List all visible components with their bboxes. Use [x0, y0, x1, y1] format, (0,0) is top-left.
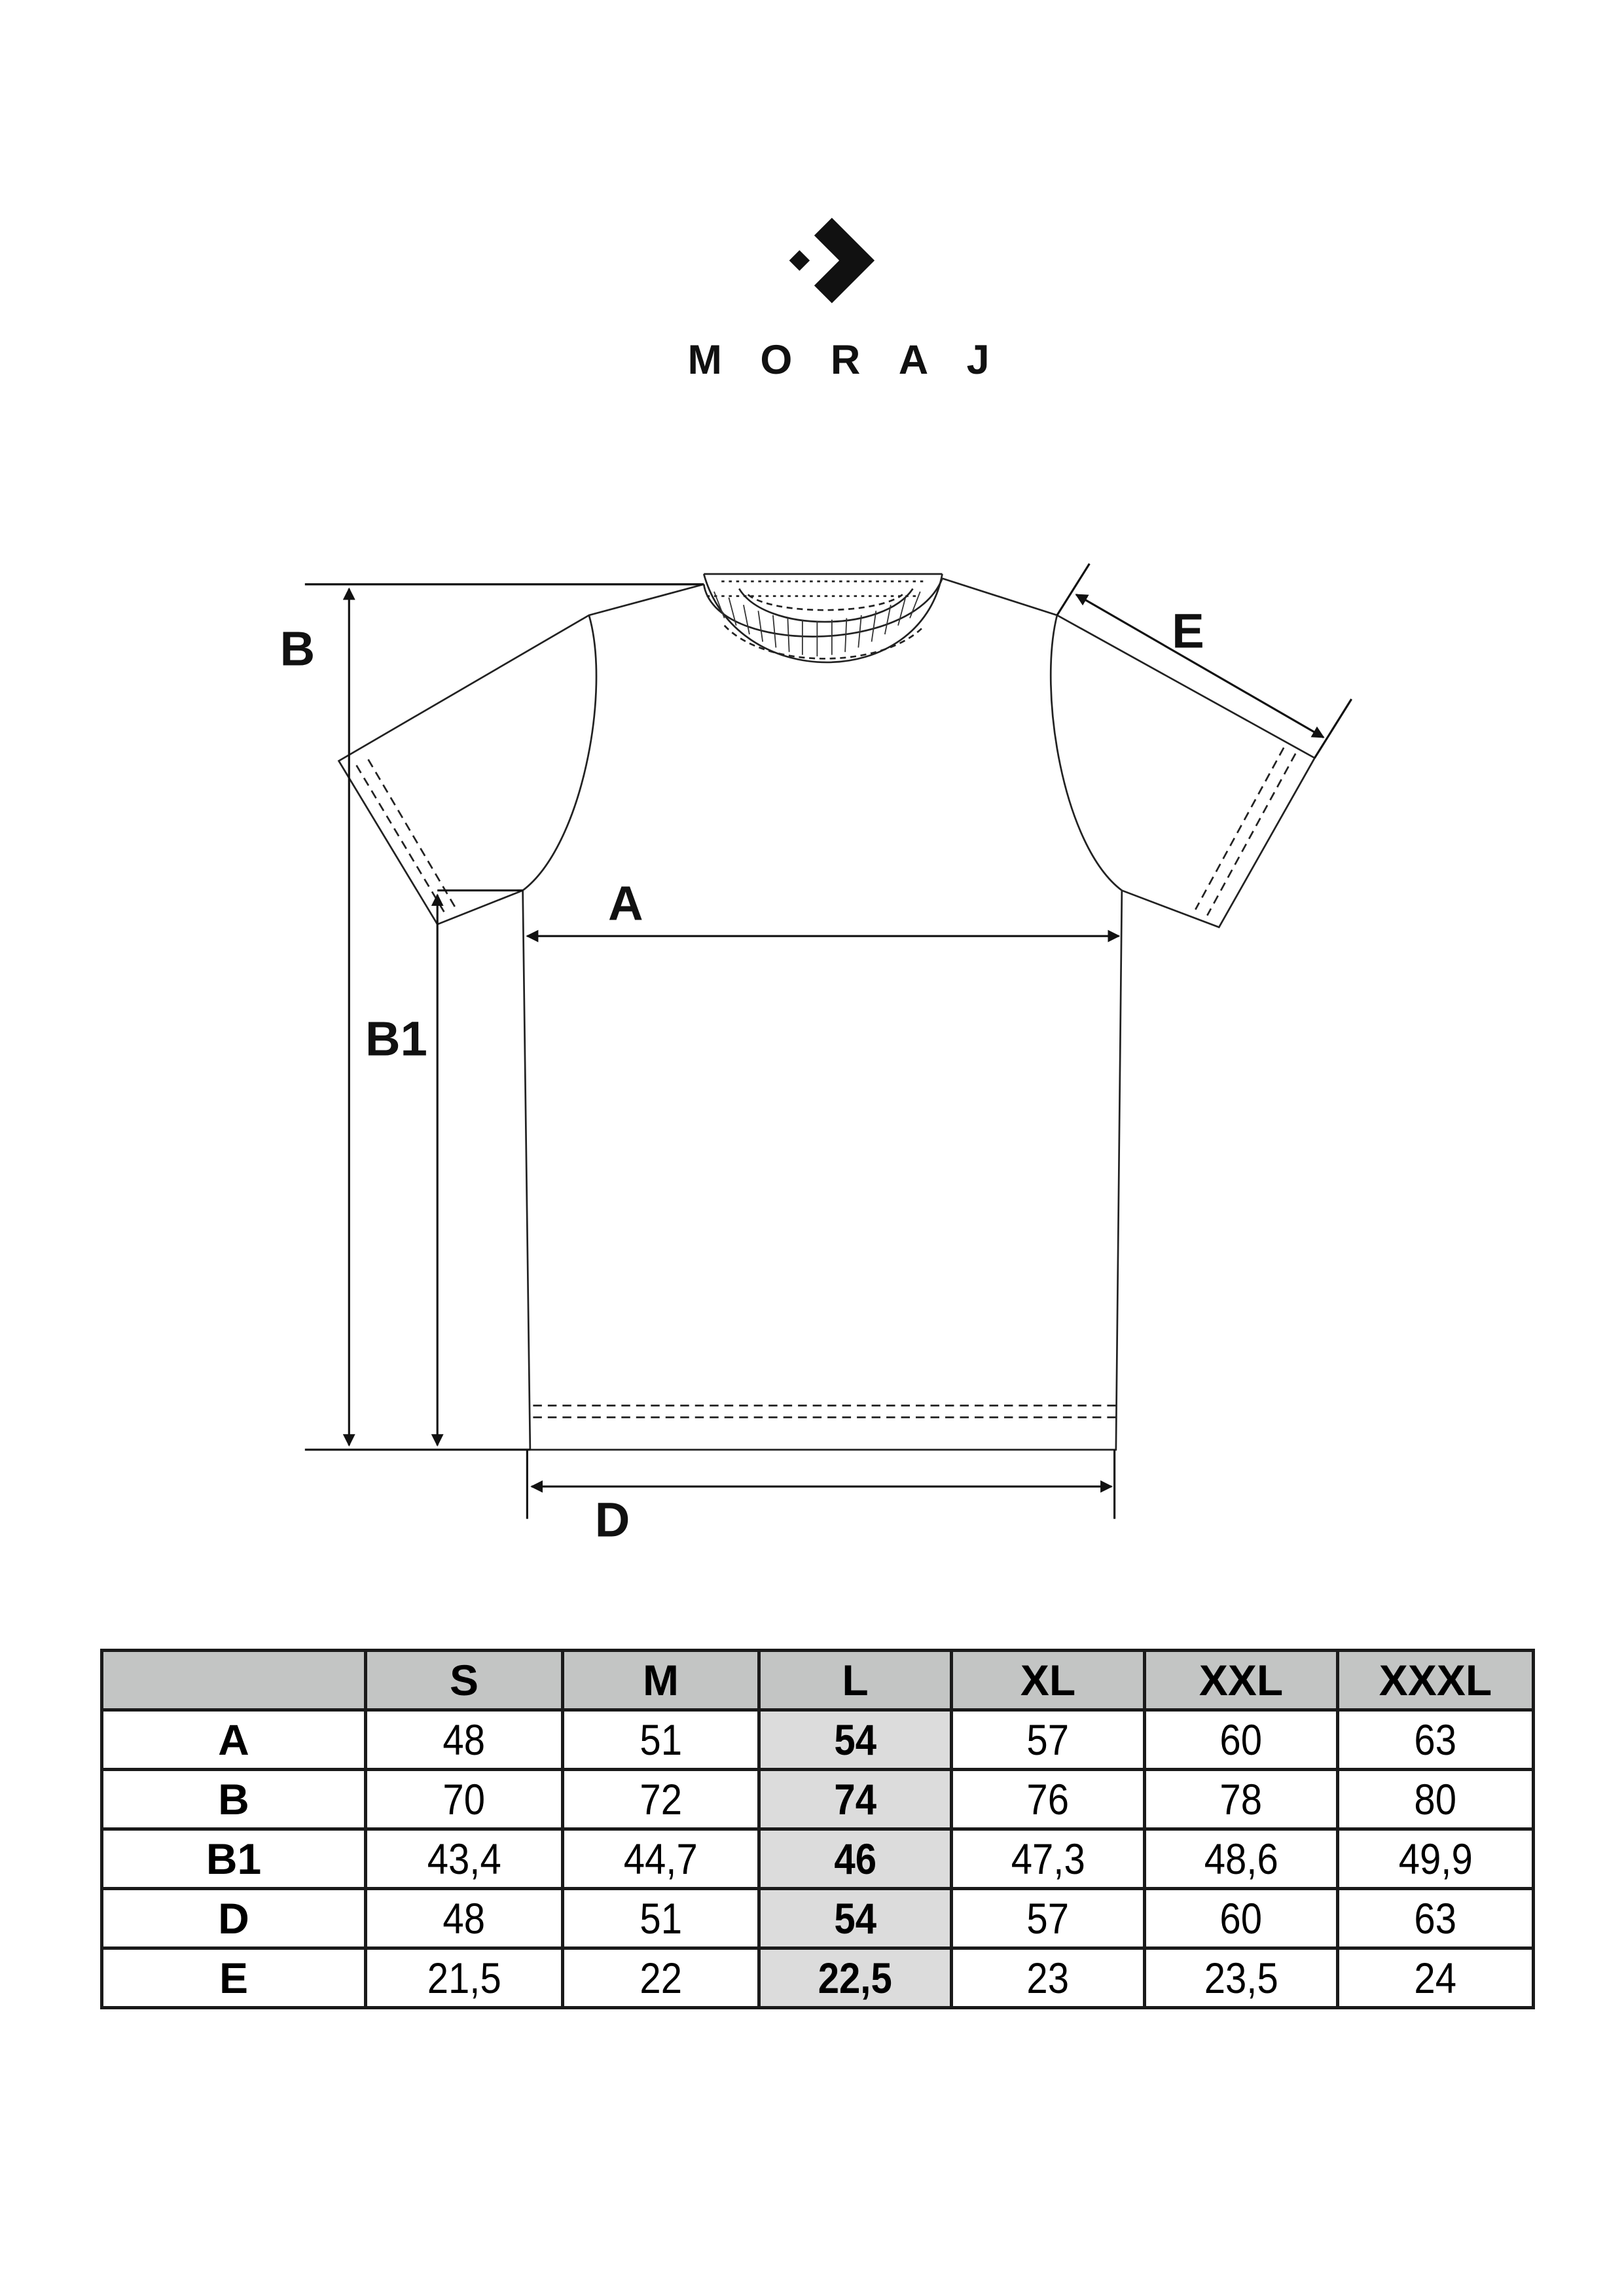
table-cell [1145, 1770, 1338, 1829]
label-D: D [594, 1492, 630, 1547]
table-cell [563, 1889, 759, 1948]
header-size: XL [952, 1651, 1145, 1710]
table-cell [1145, 1948, 1338, 2008]
header-size: S [366, 1651, 563, 1710]
tshirt-outline [339, 574, 1315, 1450]
table-cell [1145, 1710, 1338, 1770]
cell-value: 54 [834, 1894, 876, 1943]
table-cell [1145, 1889, 1338, 1948]
table-cell [366, 1948, 563, 2008]
table-cell [563, 1948, 759, 2008]
cell-value: 43,4 [427, 1835, 501, 1883]
logo-chevron-icon [814, 218, 875, 303]
table-cell [759, 1770, 952, 1829]
cell-value: 46 [834, 1835, 876, 1883]
table-cell [759, 1889, 952, 1948]
header-size: L [759, 1651, 952, 1710]
cell-value: 47,3 [1011, 1835, 1085, 1883]
cell-value: 23,5 [1204, 1954, 1278, 2002]
header-empty [102, 1651, 366, 1710]
cell-value: 49,9 [1398, 1835, 1473, 1883]
table-row [102, 1948, 1534, 2008]
brand-logo [687, 218, 1028, 383]
table-cell [952, 1770, 1145, 1829]
cell-value: 78 [1219, 1775, 1263, 1823]
table-cell [952, 1948, 1145, 2008]
table-cell [1338, 1829, 1534, 1889]
row-label: A [102, 1710, 366, 1770]
table-cell [366, 1710, 563, 1770]
brand-name: MORAJ [687, 337, 1028, 384]
row-label: D [102, 1889, 366, 1948]
header-size: XXL [1145, 1651, 1338, 1710]
cell-value: 44,7 [623, 1835, 698, 1883]
cell-value: 23 [1026, 1954, 1070, 2002]
cell-value: 22 [640, 1954, 682, 2002]
row-label: E [102, 1948, 366, 2008]
cell-value: 48 [442, 1715, 486, 1764]
cell-value: 57 [1026, 1715, 1070, 1764]
cell-value: 51 [640, 1715, 682, 1764]
cell-value: 80 [1414, 1775, 1457, 1823]
table-cell [366, 1829, 563, 1889]
table-cell [563, 1770, 759, 1829]
table-cell [759, 1710, 952, 1770]
cell-value: 60 [1219, 1894, 1263, 1943]
cell-value: 63 [1414, 1894, 1457, 1943]
table-cell [759, 1829, 952, 1889]
cell-value: 57 [1026, 1894, 1070, 1943]
table-cell [759, 1948, 952, 2008]
table-cell [366, 1770, 563, 1829]
dimension-lines [305, 564, 1352, 1518]
cell-value: 76 [1026, 1775, 1070, 1823]
cell-value: 74 [834, 1775, 876, 1823]
cell-value: 22,5 [818, 1954, 893, 2002]
table-cell [1338, 1770, 1534, 1829]
cell-value: 70 [442, 1775, 486, 1823]
cell-value: 72 [640, 1775, 682, 1823]
table-cell [366, 1889, 563, 1948]
table-cell [1145, 1829, 1338, 1889]
table-row [102, 1889, 1534, 1948]
cell-value: 24 [1414, 1954, 1457, 2002]
label-B: B [280, 621, 316, 676]
cell-value: 54 [834, 1715, 876, 1764]
cell-value: 63 [1414, 1715, 1457, 1764]
header-size: M [563, 1651, 759, 1710]
logo-diamond-icon [789, 250, 810, 270]
table-cell [952, 1889, 1145, 1948]
label-A: A [608, 876, 643, 931]
table-cell [952, 1710, 1145, 1770]
table-cell [1338, 1889, 1534, 1948]
table-row [102, 1710, 1534, 1770]
cell-value: 21,5 [427, 1954, 501, 2002]
label-B1: B1 [365, 1011, 427, 1066]
size-table [100, 1649, 1535, 2009]
table-cell [563, 1829, 759, 1889]
cell-value: 48 [442, 1894, 486, 1943]
label-E: E [1172, 603, 1204, 658]
table-cell [952, 1829, 1145, 1889]
table-header-row [102, 1651, 1534, 1710]
table-row [102, 1770, 1534, 1829]
header-size: XXXL [1338, 1651, 1534, 1710]
table-cell [1338, 1710, 1534, 1770]
cell-value: 48,6 [1204, 1835, 1278, 1883]
table-cell [563, 1710, 759, 1770]
cell-value: 51 [640, 1894, 682, 1943]
table-cell [1338, 1948, 1534, 2008]
table-row [102, 1829, 1534, 1889]
row-label: B [102, 1770, 366, 1829]
cell-value: 60 [1219, 1715, 1263, 1764]
row-label: B1 [102, 1829, 366, 1889]
